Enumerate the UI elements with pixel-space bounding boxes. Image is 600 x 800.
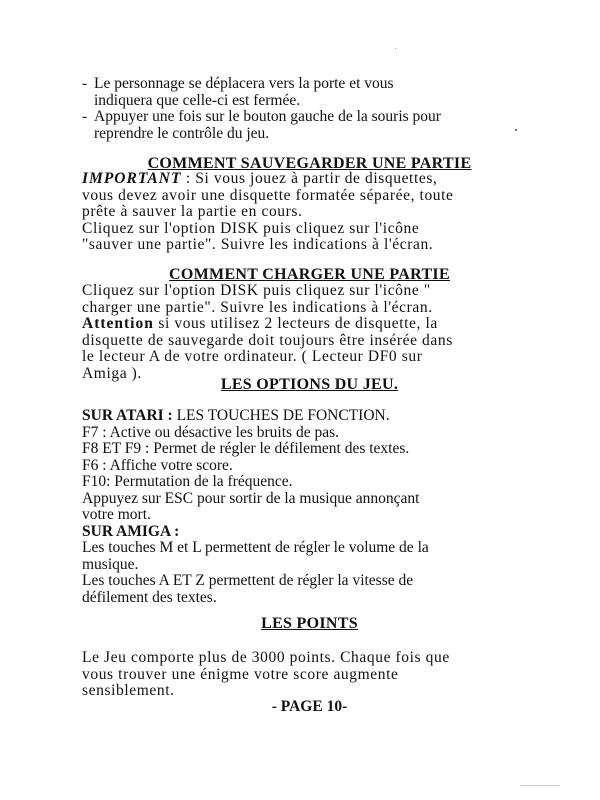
body-line: sensiblement. bbox=[82, 682, 175, 699]
save-heading: COMMENT SAUVEGARDER UNE PARTIE bbox=[147, 155, 472, 172]
options-heading: LES OPTIONS DU JEU. bbox=[220, 376, 399, 393]
body-line: musique. bbox=[82, 555, 139, 573]
important-label: IMPORTANT bbox=[82, 170, 182, 187]
atari-label: SUR ATARI : bbox=[82, 407, 173, 424]
body-line: F10: Permutation de la fréquence. bbox=[82, 473, 293, 490]
important-line: IMPORTANT : Si vous jouez à partir de disquettes, bbox=[82, 170, 438, 187]
body-line: Amiga ). bbox=[82, 364, 142, 382]
load-body bbox=[82, 283, 537, 382]
bullet-line: Le personnage se déplacera vers la porte et vous bbox=[94, 75, 394, 92]
options-body bbox=[82, 408, 537, 606]
attention-label: Attention bbox=[82, 315, 154, 332]
load-heading: COMMENT CHARGER UNE PARTIE bbox=[169, 266, 450, 283]
body-line: vous devez avoir une disquette formatée séparée, toute bbox=[82, 186, 454, 204]
body-line: prête à sauver la partie en cours. bbox=[82, 203, 303, 220]
body-line: défilement des textes. bbox=[82, 588, 217, 606]
print-speck bbox=[395, 48, 396, 49]
body-line: charger une partie". Suivre les indications à l'écran. bbox=[82, 298, 433, 316]
body-line: "sauver une partie". Suivre les indications à l'écran. bbox=[82, 236, 434, 253]
print-speck bbox=[520, 785, 560, 786]
attention-line: Attention si vous utilisez 2 lecteurs de disquette, la bbox=[82, 315, 438, 332]
print-speck bbox=[515, 129, 517, 131]
body-line: disquette de sauvegarde doit toujours être insérée dans bbox=[82, 331, 453, 349]
amiga-label: SUR AMIGA : bbox=[82, 522, 180, 540]
body-line: Appuyez sur ESC pour sortir de la musique annonçant bbox=[82, 489, 420, 507]
atari-line: SUR ATARI : LES TOUCHES DE FONCTION. bbox=[82, 407, 390, 424]
body-line: le lecteur A de votre ordinateur. ( Lecteur DF0 sur bbox=[82, 348, 423, 365]
bullet-line: Appuyer une fois sur le bouton gauche de la souris pour bbox=[94, 108, 441, 125]
body-line: Cliquez sur l'option DISK puis cliquez sur l'icône " bbox=[82, 282, 431, 299]
body-line: F8 ET F9 : Permet de régler le défilement des textes. bbox=[82, 440, 410, 457]
bullet-line: reprendre le contrôle du jeu. bbox=[94, 124, 270, 142]
list-item: - Le personnage se déplacera vers la porte et vous indiquera que celle-ci est fermée. bbox=[82, 75, 394, 109]
bullet-line: indiquera que celle-ci est fermée. bbox=[94, 91, 301, 109]
page-number: - PAGE 10- bbox=[271, 698, 348, 715]
amiga-line bbox=[82, 524, 537, 541]
list-item: - Appuyer une fois sur le bouton gauche de la souris pour reprendre le contrôle du jeu. bbox=[82, 108, 441, 142]
body-line: votre mort. bbox=[82, 506, 151, 523]
body-line: F7 : Active ou désactive les bruits de pas. bbox=[82, 423, 339, 441]
points-body bbox=[82, 650, 537, 700]
body-line: Le Jeu comporte plus de 3000 points. Chaque fois que bbox=[82, 649, 450, 666]
body-line: Les touches M et L permettent de régler le volume de la bbox=[82, 539, 429, 556]
body-line: F6 : Affiche votre score. bbox=[82, 456, 233, 474]
points-heading: LES POINTS bbox=[261, 615, 358, 632]
save-body bbox=[82, 171, 537, 254]
intro-bullets bbox=[82, 76, 537, 142]
body-line: Cliquez sur l'option DISK puis cliquez sur l'icône bbox=[82, 219, 420, 237]
body-line: vous trouver une énigme votre score augmente bbox=[82, 665, 399, 683]
body-line: Les touches A ET Z permettent de régler la vitesse de bbox=[82, 572, 414, 589]
